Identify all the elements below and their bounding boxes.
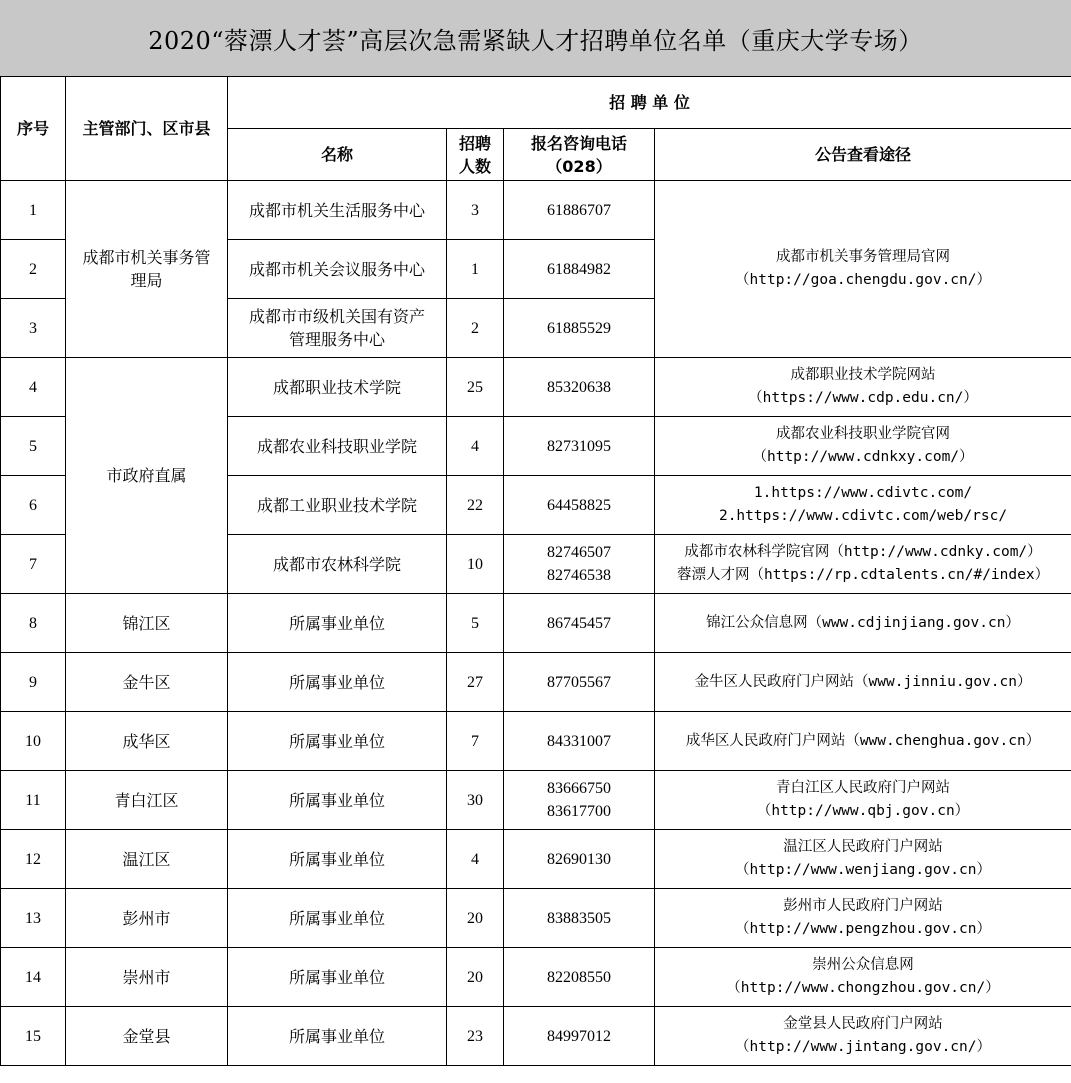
notice-line: （http://www.pengzhou.gov.cn） bbox=[735, 921, 991, 937]
dept-cell: 温江区 bbox=[66, 830, 228, 889]
hire-count: 22 bbox=[447, 476, 504, 535]
phone-cell bbox=[504, 476, 655, 535]
notice-cell bbox=[655, 181, 1071, 358]
table-row bbox=[1, 181, 1071, 240]
notice-cell bbox=[655, 476, 1071, 535]
header-phone-line2: （028） bbox=[546, 156, 612, 176]
phone-number: 83883505 bbox=[547, 909, 611, 927]
hire-count: 5 bbox=[447, 594, 504, 653]
unit-name bbox=[228, 771, 447, 830]
phone-number: 64458825 bbox=[547, 496, 611, 514]
unit-name-line: 所属事业单位 bbox=[288, 731, 385, 751]
unit-name bbox=[228, 889, 447, 948]
table-row bbox=[1, 594, 1071, 653]
dept-cell: 崇州市 bbox=[66, 948, 228, 1007]
recruitment-table bbox=[0, 76, 1071, 1066]
row-seq: 5 bbox=[1, 417, 66, 476]
phone-cell bbox=[504, 535, 655, 594]
row-seq: 12 bbox=[1, 830, 66, 889]
dept-cell bbox=[66, 181, 228, 358]
unit-name-line: 所属事业单位 bbox=[288, 967, 385, 987]
dept-cell: 市政府直属 bbox=[66, 358, 228, 594]
phone-number: 86745457 bbox=[547, 614, 611, 632]
phone-number: 61884982 bbox=[547, 260, 611, 278]
table-row bbox=[1, 948, 1071, 1007]
phone-number: 82731095 bbox=[547, 437, 611, 455]
header-unit-group: 招 聘 单 位 bbox=[228, 77, 1071, 129]
unit-name bbox=[228, 1007, 447, 1066]
phone-cell bbox=[504, 358, 655, 417]
header-name: 名称 bbox=[228, 129, 447, 181]
notice-line: 2.https://www.cdivtc.com/web/rsc/ bbox=[718, 508, 1008, 524]
dept-line: 成都市机关事务管 bbox=[82, 248, 211, 267]
notice-cell bbox=[655, 417, 1071, 476]
unit-name-line: 成都市机关会议服务中心 bbox=[248, 259, 425, 279]
unit-name-line: 所属事业单位 bbox=[288, 790, 385, 810]
notice-line: 彭州市人民政府门户网站 bbox=[783, 898, 943, 914]
notice-line: （http://goa.chengdu.gov.cn/） bbox=[735, 272, 991, 288]
unit-name bbox=[228, 476, 447, 535]
hire-count: 23 bbox=[447, 1007, 504, 1066]
phone-cell bbox=[504, 948, 655, 1007]
unit-name-line: 所属事业单位 bbox=[288, 908, 385, 928]
unit-name-line: 成都职业技术学院 bbox=[272, 377, 401, 397]
unit-name-line: 成都市市级机关国有资产 bbox=[248, 307, 425, 326]
row-seq: 1 bbox=[1, 181, 66, 240]
dept-cell: 彭州市 bbox=[66, 889, 228, 948]
row-seq: 11 bbox=[1, 771, 66, 830]
notice-line: 成都职业技术学院网站 bbox=[790, 367, 936, 383]
notice-line: 崇州公众信息网 bbox=[812, 957, 914, 973]
notice-cell bbox=[655, 358, 1071, 417]
phone-cell bbox=[504, 417, 655, 476]
unit-name-line: 成都工业职业技术学院 bbox=[256, 495, 417, 515]
header-dept: 主管部门、区市县 bbox=[66, 77, 228, 181]
phone-number: 61885529 bbox=[547, 319, 611, 337]
unit-name-line: 成都市农林科学院 bbox=[272, 554, 401, 574]
phone-number: 61886707 bbox=[547, 201, 611, 219]
hire-count: 27 bbox=[447, 653, 504, 712]
row-seq: 14 bbox=[1, 948, 66, 1007]
notice-line: （http://www.wenjiang.gov.cn） bbox=[735, 862, 991, 878]
notice-line: 蓉漂人才网（https://rp.cdtalents.cn/#/index） bbox=[676, 567, 1050, 583]
header-phone-line1: 报名咨询电话 bbox=[530, 133, 627, 153]
phone-number: 82208550 bbox=[547, 968, 611, 986]
hire-count: 7 bbox=[447, 712, 504, 771]
unit-name bbox=[228, 240, 447, 299]
table-row bbox=[1, 712, 1071, 771]
row-seq: 3 bbox=[1, 299, 66, 358]
page-title: 2020“蓉漂人才荟”高层次急需紧缺人才招聘单位名单（重庆大学专场） bbox=[0, 0, 1071, 77]
header-count-line2: 人数 bbox=[458, 156, 491, 176]
phone-number: 83666750 bbox=[547, 780, 611, 797]
phone-cell bbox=[504, 299, 655, 358]
notice-cell bbox=[655, 1007, 1071, 1066]
phone-cell bbox=[504, 1007, 655, 1066]
notice-line: 金堂县人民政府门户网站 bbox=[783, 1016, 943, 1032]
hire-count: 20 bbox=[447, 948, 504, 1007]
phone-cell bbox=[504, 594, 655, 653]
header-phone bbox=[504, 129, 655, 181]
unit-name-line: 成都农业科技职业学院 bbox=[256, 436, 417, 456]
notice-line: 成华区人民政府门户网站（www.chenghua.gov.cn） bbox=[685, 732, 1041, 749]
notice-cell bbox=[655, 771, 1071, 830]
table-row bbox=[1, 889, 1071, 948]
notice-cell bbox=[655, 712, 1071, 771]
dept-cell: 锦江区 bbox=[66, 594, 228, 653]
row-seq: 2 bbox=[1, 240, 66, 299]
notice-line: （http://www.chongzhou.gov.cn/） bbox=[726, 980, 1000, 996]
notice-line: 成都市农林科学院官网（http://www.cdnky.com/） bbox=[684, 544, 1042, 560]
unit-name bbox=[228, 417, 447, 476]
table-row bbox=[1, 358, 1071, 417]
table-row bbox=[1, 830, 1071, 889]
notice-line: 成都农业科技职业学院官网 bbox=[776, 426, 951, 442]
notice-cell bbox=[655, 653, 1071, 712]
unit-name-line: 成都市机关生活服务中心 bbox=[248, 200, 425, 220]
phone-number: 85320638 bbox=[547, 378, 611, 396]
notice-cell bbox=[655, 535, 1071, 594]
notice-line: 1.https://www.cdivtc.com/ bbox=[753, 485, 973, 501]
unit-name bbox=[228, 830, 447, 889]
phone-cell bbox=[504, 240, 655, 299]
phone-cell bbox=[504, 181, 655, 240]
hire-count: 20 bbox=[447, 889, 504, 948]
phone-number: 84331007 bbox=[547, 732, 611, 750]
table-row bbox=[1, 1007, 1071, 1066]
row-seq: 15 bbox=[1, 1007, 66, 1066]
header-seq: 序号 bbox=[1, 77, 66, 181]
row-seq: 7 bbox=[1, 535, 66, 594]
phone-cell bbox=[504, 830, 655, 889]
unit-name-line: 所属事业单位 bbox=[288, 1026, 385, 1046]
phone-number: 87705567 bbox=[547, 673, 611, 691]
phone-cell bbox=[504, 771, 655, 830]
unit-name bbox=[228, 535, 447, 594]
dept-cell: 金牛区 bbox=[66, 653, 228, 712]
hire-count: 3 bbox=[447, 181, 504, 240]
unit-name-line: 管理服务中心 bbox=[288, 330, 385, 349]
notice-line: 青白江区人民政府门户网站 bbox=[776, 780, 951, 796]
unit-name bbox=[228, 358, 447, 417]
row-seq: 10 bbox=[1, 712, 66, 771]
unit-name-line: 所属事业单位 bbox=[288, 849, 385, 869]
notice-line: （http://www.jintang.gov.cn/） bbox=[735, 1039, 991, 1055]
table-row bbox=[1, 771, 1071, 830]
dept-cell: 金堂县 bbox=[66, 1007, 228, 1066]
notice-line: 金牛区人民政府门户网站（www.jinniu.gov.cn） bbox=[694, 673, 1032, 690]
unit-name-line: 所属事业单位 bbox=[288, 613, 385, 633]
notice-line: （http://www.qbj.gov.cn） bbox=[756, 803, 970, 819]
row-seq: 8 bbox=[1, 594, 66, 653]
notice-cell bbox=[655, 594, 1071, 653]
phone-number: 82690130 bbox=[547, 850, 611, 868]
dept-cell: 青白江区 bbox=[66, 771, 228, 830]
hire-count: 4 bbox=[447, 830, 504, 889]
unit-name bbox=[228, 594, 447, 653]
notice-cell bbox=[655, 889, 1071, 948]
row-seq: 6 bbox=[1, 476, 66, 535]
header-count-line1: 招聘 bbox=[458, 133, 491, 153]
phone-number: 82746507 bbox=[547, 544, 611, 561]
unit-name bbox=[228, 299, 447, 358]
header-count bbox=[447, 129, 504, 181]
table-row bbox=[1, 653, 1071, 712]
phone-cell bbox=[504, 712, 655, 771]
row-seq: 4 bbox=[1, 358, 66, 417]
phone-number: 83617700 bbox=[547, 803, 611, 820]
notice-cell bbox=[655, 830, 1071, 889]
notice-line: 温江区人民政府门户网站 bbox=[783, 839, 943, 855]
unit-name bbox=[228, 948, 447, 1007]
unit-name bbox=[228, 712, 447, 771]
dept-cell: 成华区 bbox=[66, 712, 228, 771]
unit-name bbox=[228, 653, 447, 712]
hire-count: 4 bbox=[447, 417, 504, 476]
notice-line: （http://www.cdnkxy.com/） bbox=[752, 449, 974, 465]
hire-count: 25 bbox=[447, 358, 504, 417]
row-seq: 9 bbox=[1, 653, 66, 712]
unit-name-line: 所属事业单位 bbox=[288, 672, 385, 692]
phone-number: 84997012 bbox=[547, 1027, 611, 1045]
notice-line: 锦江公众信息网（www.cdjinjiang.gov.cn） bbox=[706, 614, 1020, 631]
hire-count: 1 bbox=[447, 240, 504, 299]
notice-line: （https://www.cdp.edu.cn/） bbox=[748, 390, 978, 406]
unit-name bbox=[228, 181, 447, 240]
hire-count: 30 bbox=[447, 771, 504, 830]
row-seq: 13 bbox=[1, 889, 66, 948]
hire-count: 2 bbox=[447, 299, 504, 358]
notice-line: 成都市机关事务管理局官网 bbox=[776, 249, 951, 265]
header-notice: 公告查看途径 bbox=[655, 129, 1071, 181]
notice-cell bbox=[655, 948, 1071, 1007]
dept-line: 理局 bbox=[130, 271, 163, 290]
phone-cell bbox=[504, 653, 655, 712]
phone-number: 82746538 bbox=[547, 567, 611, 584]
phone-cell bbox=[504, 889, 655, 948]
hire-count: 10 bbox=[447, 535, 504, 594]
